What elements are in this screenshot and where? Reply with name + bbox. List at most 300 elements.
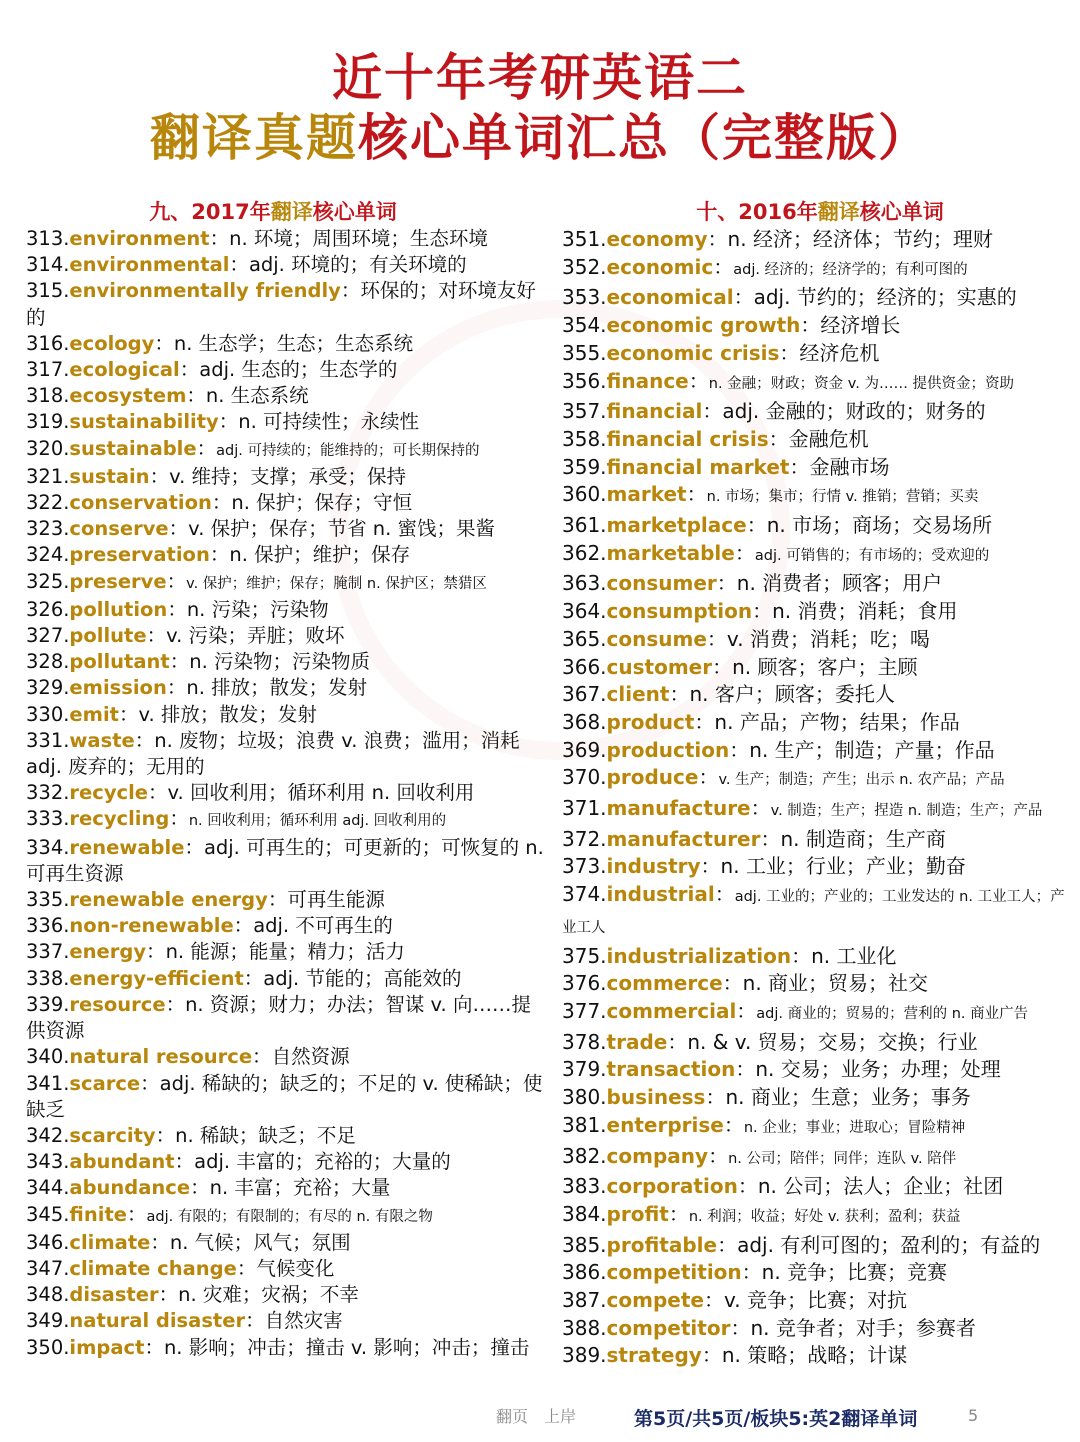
entry-number: 340. (26, 1045, 70, 1069)
entry-number: 336. (26, 914, 70, 938)
entry-word: ecological (69, 358, 180, 382)
entry-definition: adj. 工业的；产业的；工业发达的 n. 工业工人；产业工人 (562, 889, 1065, 936)
entry-definition: n. 生态系统 (205, 384, 309, 408)
vocab-entry: 328.pollutant：n. 污染物；污染物质 (26, 650, 370, 674)
vocab-entry: 383.corporation：n. 公司；法人；企业；社团 (562, 1174, 1004, 1199)
vocab-entry: 326.pollution：n. 污染；污染物 (26, 597, 329, 621)
entry-word: commercial (606, 998, 737, 1023)
entry-word: finite (69, 1202, 127, 1226)
entry-number: 343. (26, 1150, 70, 1174)
entry-word: abundance (69, 1176, 191, 1200)
entry-number: 324. (26, 543, 70, 567)
entry-number: 328. (26, 650, 70, 674)
entry-word: consume (606, 626, 707, 651)
entry-definition: n. 交易；业务；办理；处理 (755, 1057, 1001, 1082)
entry-definition: adj. 有限的；有限制的；有尽的 n. 有限之物 (146, 1208, 433, 1225)
entry-definition: adj. 金融的；财政的；财务的 (722, 399, 986, 424)
entry-definition: v. 维持；支撑；承受；保持 (169, 464, 407, 488)
vocab-entry: 366.customer：n. 顾客；客户；主顾 (562, 654, 918, 679)
entry-number: 371. (562, 796, 607, 821)
entry-word: industrialization (606, 943, 792, 968)
entry-word: consumption (606, 599, 753, 624)
entry-word: sustainable (69, 436, 197, 460)
entry-word: impact (69, 1335, 145, 1359)
entry-number: 364. (562, 599, 607, 624)
entry-number: 317. (26, 358, 70, 382)
entry-number: 313. (26, 227, 70, 250)
entry-word: ecology (69, 331, 155, 355)
entry-definition: v. 保护；维护；保存；腌制 n. 保护区；禁猎区 (186, 575, 487, 592)
entry-word: consumer (606, 571, 717, 596)
entry-number: 341. (26, 1071, 70, 1095)
vocab-entry: 381.enterprise：n. 企业；事业；进取心；冒险精神 (562, 1112, 966, 1137)
entry-word: economic growth (606, 313, 801, 338)
heading-suffix: 核心单词 (859, 200, 944, 224)
entry-word: emit (69, 702, 119, 726)
vocab-entry: 346.climate：n. 气候；风气；氛围 (26, 1230, 351, 1254)
entry-definition: v. 竞争；比赛；对抗 (723, 1288, 907, 1313)
vocab-entry: 378.trade：n. & v. 贸易；交易；交换；行业 (562, 1029, 978, 1054)
entry-definition: n. 产品；产物；结果；作品 (714, 709, 960, 734)
entry-number: 375. (562, 943, 607, 968)
vocab-entry: 359.financial market：金融市场 (562, 454, 890, 479)
vocab-entry: 319.sustainability：n. 可持续性；永续性 (26, 410, 420, 434)
entry-word: natural disaster (69, 1309, 246, 1333)
entry-definition: adj. 节约的；经济的；实惠的 (753, 285, 1017, 310)
entry-definition: adj. 不可再生的 (253, 914, 393, 938)
entry-word: scarcity (69, 1123, 156, 1147)
entry-definition: n. 客户；顾客；委托人 (689, 682, 895, 707)
entry-definition: 自然资源 (271, 1045, 350, 1069)
entry-word: marketable (606, 540, 735, 565)
vocab-entry: 384.profit：n. 利润；收益；好处 v. 获利；盈利；获益 (562, 1201, 961, 1226)
entry-definition: adj. 丰富的；充裕的；大量的 (194, 1150, 451, 1174)
vocab-entry: 371.manufacture：v. 制造；生产；捏造 n. 制造；生产；产品 (562, 796, 1043, 821)
heading-highlight: 翻译 (270, 200, 313, 224)
vocab-entry: 363.consumer：n. 消费者；顾客；用户 (562, 571, 943, 596)
vocab-entry: 379.transaction：n. 交易；业务；办理；处理 (562, 1057, 1001, 1082)
entry-word: preserve (69, 569, 167, 593)
entry-definition: n. 竞争者；对手；参赛者 (750, 1315, 976, 1340)
vocab-entry: 357.financial：adj. 金融的；财政的；财务的 (562, 399, 986, 424)
vocab-entry: 330.emit：v. 排放；散发；发射 (26, 702, 317, 726)
vocab-entry: 316.ecology：n. 生态学；生态；生态系统 (26, 331, 414, 355)
entry-number: 322. (26, 491, 70, 515)
entry-number: 339. (26, 992, 70, 1016)
entry-definition: 经济增长 (820, 313, 901, 338)
vocab-entry: 317.ecological：adj. 生态的；生态学的 (26, 358, 398, 382)
entry-definition: n. 制造商；生产商 (780, 826, 946, 851)
vocab-entry: 314.environmental：adj. 环境的；有关环境的 (26, 253, 467, 277)
title-rest: 核心单词汇总（完整版） (358, 109, 930, 167)
entry-word: profitable (606, 1232, 718, 1257)
vocab-entry: 372.manufacturer：n. 制造商；生产商 (562, 826, 946, 851)
entry-definition: adj. 稀缺的；缺乏的；不足的 v. 使稀缺；使缺乏 (26, 1071, 543, 1121)
vocab-entry: 324.preservation：n. 保护；维护；保存 (26, 543, 411, 567)
entry-number: 350. (26, 1335, 70, 1359)
vocab-entry: 388.competitor：n. 竞争者；对手；参赛者 (562, 1315, 976, 1340)
entry-word: marketplace (606, 513, 747, 538)
entry-definition: n. 生产；制造；产量；作品 (749, 737, 995, 762)
entry-definition: 环保的；对环境友好的 (26, 279, 536, 329)
entry-number: 347. (26, 1256, 70, 1280)
vocab-entry: 347.climate change：气候变化 (26, 1256, 335, 1280)
heading-suffix: 核心单词 (312, 200, 397, 224)
entry-number: 323. (26, 517, 70, 541)
heading-year: 十、2016年 (696, 200, 818, 224)
entry-number: 357. (562, 399, 607, 424)
entry-word: manufacture (606, 796, 751, 821)
entry-definition: v. 消费；消耗；吃；喝 (726, 626, 930, 651)
vocab-entry: 344.abundance：n. 丰富；充裕；大量 (26, 1176, 391, 1200)
entry-number: 360. (562, 482, 607, 507)
entry-word: economy (606, 227, 708, 251)
entry-definition: n. 经济；经济体；节约；理财 (727, 227, 993, 251)
entry-word: produce (606, 765, 699, 790)
vocab-entry: 351.economy：n. 经济；经济体；节约；理财 (562, 227, 993, 251)
entry-definition: n. 金融；财政；资金 v. 为…… 提供资金；资助 (708, 375, 1015, 392)
entry-definition: n. 消费者；顾客；用户 (736, 571, 943, 596)
entry-number: 325. (26, 569, 70, 593)
entry-word: market (606, 482, 687, 507)
entry-number: 330. (26, 702, 70, 726)
entry-number: 367. (562, 682, 607, 707)
entry-definition: v. 保护；保存；节省 n. 蜜饯；果酱 (188, 517, 496, 541)
entry-word: business (606, 1085, 706, 1110)
entry-number: 386. (562, 1260, 607, 1285)
entry-number: 385. (562, 1232, 607, 1257)
entry-definition: n. 商业；生意；业务；事务 (725, 1085, 971, 1110)
vocab-entry: 345.finite：adj. 有限的；有限制的；有尽的 n. 有限之物 (26, 1202, 433, 1226)
entry-definition: v. 污染；弄脏；败坏 (166, 624, 345, 648)
vocab-entry: 318.ecosystem：n. 生态系统 (26, 384, 309, 408)
entry-definition: n. 气候；风气；氛围 (169, 1230, 351, 1254)
entry-word: product (606, 709, 695, 734)
entry-word: environmentally friendly (69, 279, 341, 303)
entry-word: company (606, 1143, 709, 1168)
entry-word: climate change (69, 1256, 237, 1280)
footer-page-turn[interactable]: 翻页 上岸 (496, 1407, 577, 1426)
entry-definition: v. 制造；生产；捏造 n. 制造；生产；产品 (770, 803, 1043, 820)
entry-definition: adj. 可持续的；能维持的；可长期保持的 (216, 442, 480, 459)
vocab-entry: 334.renewable：adj. 可再生的；可更新的；可恢复的 n. 可再生资源 (26, 835, 544, 885)
entry-definition: adj. 商业的；贸易的；营利的 n. 商业广告 (756, 1005, 1029, 1022)
entry-word: customer (606, 654, 713, 679)
entry-definition: n. 工业化 (811, 943, 897, 968)
entry-number: 337. (26, 940, 70, 964)
right-column (562, 198, 1078, 1370)
entry-word: renewable energy (69, 888, 268, 912)
entry-number: 369. (562, 737, 607, 762)
entry-definition: n. 利润；收益；好处 v. 获利；盈利；获益 (688, 1208, 961, 1225)
entry-definition: n. 灾难；灾祸；不幸 (178, 1283, 359, 1307)
entry-number: 361. (562, 513, 607, 538)
entry-number: 315. (26, 279, 70, 303)
entry-word: waste (69, 728, 135, 752)
vocab-entry: 374.industrial：adj. 工业的；产业的；工业发达的 n. 工业工人；产业工人 (562, 882, 1065, 936)
vocab-entry: 386.competition：n. 竞争；比赛；竞赛 (562, 1260, 948, 1285)
vocab-entry: 341.scarce：adj. 稀缺的；缺乏的；不足的 v. 使稀缺；使缺乏 (26, 1071, 543, 1121)
entry-word: client (606, 682, 670, 707)
vocab-entry: 343.abundant：adj. 丰富的；充裕的；大量的 (26, 1150, 451, 1174)
title-highlight: 翻译真题 (150, 109, 358, 167)
entry-definition: adj. 可再生的；可更新的；可恢复的 n. 可再生资源 (26, 835, 544, 885)
entry-definition: n. 商业；贸易；社交 (742, 971, 929, 996)
entry-word: pollutant (69, 650, 170, 674)
entry-word: non-renewable (69, 914, 234, 938)
entry-number: 370. (562, 765, 607, 790)
entry-number: 384. (562, 1201, 607, 1226)
entry-definition: 可再生能源 (287, 888, 385, 912)
entry-number: 353. (562, 285, 607, 310)
entry-definition: adj. 节能的；高能效的 (263, 966, 462, 990)
entry-word: pollute (69, 624, 147, 648)
section-heading-2017 (0, 198, 546, 226)
entry-number: 327. (26, 624, 70, 648)
entry-number: 365. (562, 626, 607, 651)
vocab-entry: 368.product：n. 产品；产物；结果；作品 (562, 709, 960, 734)
vocab-entry: 338.energy-efficient：adj. 节能的；高能效的 (26, 966, 462, 990)
entry-number: 346. (26, 1230, 70, 1254)
entry-definition: n. 企业；事业；进取心；冒险精神 (743, 1119, 966, 1136)
entry-word: corporation (606, 1174, 738, 1199)
vocab-entry: 355.economic crisis：经济危机 (562, 340, 880, 365)
entry-number: 381. (562, 1112, 607, 1137)
entry-word: economic crisis (606, 340, 780, 365)
entry-number: 378. (562, 1029, 607, 1054)
entry-definition: n. 策略；战略；计谋 (721, 1343, 908, 1368)
entry-definition: n. 竞争；比赛；竞赛 (761, 1260, 948, 1285)
vocab-entry: 370.produce：v. 生产；制造；产生；出示 n. 农产品；产品 (562, 765, 1005, 790)
entry-word: manufacturer (606, 826, 761, 851)
vocab-entry: 389.strategy：n. 策略；战略；计谋 (562, 1343, 908, 1368)
vocab-entry: 327.pollute：v. 污染；弄脏；败坏 (26, 624, 345, 648)
entry-number: 382. (562, 1143, 607, 1168)
entry-number: 329. (26, 676, 70, 700)
entry-number: 334. (26, 835, 70, 859)
entry-word: conservation (69, 491, 212, 515)
entry-word: competitor (606, 1315, 731, 1340)
entry-word: ecosystem (69, 384, 187, 408)
vocab-entry: 369.production：n. 生产；制造；产量；作品 (562, 737, 995, 762)
entry-definition: n. 回收利用；循环利用 adj. 回收利用的 (188, 813, 447, 830)
entry-number: 359. (562, 454, 607, 479)
entry-word: financial market (606, 454, 790, 479)
entry-definition: n. 工业；行业；产业；勤奋 (720, 854, 966, 879)
entry-definition: n. 影响；冲击；撞击 v. 影响；冲击；撞击 (163, 1335, 530, 1359)
entry-word: climate (69, 1230, 151, 1254)
entry-number: 352. (562, 254, 607, 279)
entry-word: trade (606, 1029, 668, 1054)
entry-number: 374. (562, 882, 607, 907)
entry-definition: n. 废物；垃圾；浪费 v. 浪费；滥用；消耗 adj. 废弃的；无用的 (26, 728, 520, 779)
vocab-entry: 358.financial crisis：金融危机 (562, 426, 869, 451)
entry-definition: n. 消费；消耗；食用 (772, 599, 958, 624)
entry-definition: n. 市场；商场；交易场所 (766, 513, 993, 538)
entry-number: 318. (26, 384, 70, 408)
entry-number: 363. (562, 571, 607, 596)
entry-number: 362. (562, 540, 607, 565)
vocab-entry: 340.natural resource：自然资源 (26, 1045, 350, 1069)
vocab-entry: 385.profitable：adj. 有利可图的；盈利的；有益的 (562, 1232, 1041, 1257)
entry-number: 356. (562, 368, 607, 393)
vocab-entry: 382.company：n. 公司；陪伴；同伴；连队 v. 陪伴 (562, 1143, 957, 1168)
entry-word: production (606, 737, 730, 762)
entry-definition: adj. 环境的；有关环境的 (248, 253, 467, 277)
entry-number: 333. (26, 807, 70, 831)
entry-definition: n. 顾客；客户；主顾 (732, 654, 918, 679)
entry-number: 316. (26, 331, 70, 355)
heading-highlight: 翻译 (817, 200, 860, 224)
heading-year: 九、2017年 (149, 200, 271, 224)
entry-definition: 气候变化 (256, 1256, 335, 1280)
vocab-entry: 356.finance：n. 金融；财政；资金 v. 为…… 提供资金；资助 (562, 368, 1015, 393)
entry-number: 326. (26, 597, 70, 621)
vocab-entry: 349.natural disaster：自然灾害 (26, 1309, 343, 1333)
section-heading-2016 (562, 198, 1078, 226)
entry-definition: v. 生产；制造；产生；出示 n. 农产品；产品 (718, 772, 1005, 789)
vocab-entry: 333.recycling：n. 回收利用；循环利用 adj. 回收利用的 (26, 807, 447, 831)
entry-definition: n. 保护；维护；保存 (229, 543, 411, 567)
entry-word: preservation (69, 543, 210, 567)
vocab-entry: 352.economic：adj. 经济的；经济学的；有利可图的 (562, 254, 968, 279)
entry-definition: 金融市场 (809, 454, 890, 479)
vocab-entry: 322.conservation：n. 保护；保存；守恒 (26, 491, 413, 515)
footer-page-info: 第5页/共5页/板块5:英2翻译单词 (634, 1408, 918, 1430)
entry-number: 345. (26, 1202, 70, 1226)
vocab-entry: 321.sustain：v. 维持；支撑；承受；保持 (26, 464, 407, 488)
vocab-entry: 361.marketplace：n. 市场；商场；交易场所 (562, 513, 993, 538)
vocab-entry: 315.environmentally friendly：环保的；对环境友好的 (26, 279, 536, 329)
entry-word: sustain (69, 464, 150, 488)
page-title-line2 (0, 98, 1080, 170)
entry-word: energy-efficient (69, 966, 244, 990)
entry-definition: n. 污染物；污染物质 (189, 650, 370, 674)
vocab-list-2017 (26, 226, 546, 1361)
page-footer (0, 1404, 1080, 1434)
entry-number: 344. (26, 1176, 70, 1200)
entry-number: 373. (562, 854, 607, 879)
entry-definition: n. 保护；保存；守恒 (231, 491, 413, 515)
left-column (26, 198, 546, 1361)
entry-number: 380. (562, 1085, 607, 1110)
entry-definition: n. 资源；财力；办法；智谋 v. 向……提供资源 (26, 992, 531, 1043)
entry-word: sustainability (69, 410, 219, 434)
vocab-entry: 387.compete：v. 竞争；比赛；对抗 (562, 1288, 907, 1313)
vocab-entry: 320.sustainable：adj. 可持续的；能维持的；可长期保持的 (26, 436, 480, 460)
vocab-entry: 365.consume：v. 消费；消耗；吃；喝 (562, 626, 930, 651)
entry-definition: v. 排放；散发；发射 (138, 702, 317, 726)
entry-word: finance (606, 368, 689, 393)
entry-definition: 自然灾害 (264, 1309, 343, 1333)
entry-word: competition (606, 1260, 742, 1285)
entry-number: 331. (26, 728, 70, 752)
entry-definition: n. 丰富；充裕；大量 (209, 1176, 391, 1200)
entry-number: 332. (26, 781, 70, 805)
entry-definition: n. 公司；陪伴；同伴；连队 v. 陪伴 (728, 1150, 957, 1167)
entry-number: 321. (26, 464, 70, 488)
entry-word: compete (606, 1288, 704, 1313)
entry-number: 320. (26, 436, 70, 460)
entry-word: financial (606, 399, 703, 424)
entry-word: environment (69, 227, 210, 250)
entry-definition: 经济危机 (799, 340, 880, 365)
entry-number: 389. (562, 1343, 607, 1368)
entry-word: recycle (69, 781, 149, 805)
entry-definition: adj. 可销售的；有市场的；受欢迎的 (754, 547, 990, 564)
vocab-list-2016 (562, 226, 1078, 1370)
entry-definition: n. 能源；能量；精力；活力 (165, 940, 405, 964)
vocab-entry: 337.energy：n. 能源；能量；精力；活力 (26, 940, 405, 964)
entry-definition: n. 稀缺；缺乏；不足 (175, 1123, 356, 1147)
entry-word: industry (606, 854, 701, 879)
entry-word: transaction (606, 1057, 736, 1082)
entry-definition: 金融危机 (788, 426, 869, 451)
vocab-entry: 332.recycle：v. 回收利用；循环利用 n. 回收利用 (26, 781, 475, 805)
entry-number: 377. (562, 998, 607, 1023)
entry-definition: adj. 经济的；经济学的；有利可图的 (733, 261, 968, 278)
entry-word: pollution (69, 597, 168, 621)
vocab-entry: 375.industrialization：n. 工业化 (562, 943, 897, 968)
entry-definition: adj. 生态的；生态学的 (199, 358, 398, 382)
entry-number: 366. (562, 654, 607, 679)
entry-number: 319. (26, 410, 70, 434)
entry-word: strategy (606, 1343, 702, 1368)
entry-number: 387. (562, 1288, 607, 1313)
vocab-entry: 380.business：n. 商业；生意；业务；事务 (562, 1085, 971, 1110)
entry-number: 383. (562, 1174, 607, 1199)
entry-word: profit (606, 1201, 669, 1226)
entry-word: financial crisis (606, 426, 769, 451)
entry-number: 349. (26, 1309, 70, 1333)
entry-number: 314. (26, 253, 70, 277)
entry-number: 348. (26, 1283, 70, 1307)
entry-definition: n. 排放；散发；发射 (186, 676, 368, 700)
vocab-entry: 377.commercial：adj. 商业的；贸易的；营利的 n. 商业广告 (562, 998, 1029, 1023)
entry-word: energy (69, 940, 147, 964)
entry-number: 379. (562, 1057, 607, 1082)
entry-definition: n. 环境；周围环境；生态环境 (229, 227, 488, 250)
entry-word: enterprise (606, 1112, 724, 1137)
entry-definition: n. & v. 贸易；交易；交换；行业 (687, 1029, 978, 1054)
entry-number: 358. (562, 426, 607, 451)
entry-word: natural resource (69, 1045, 253, 1069)
entry-definition: v. 回收利用；循环利用 n. 回收利用 (167, 781, 475, 805)
vocab-entry: 329.emission：n. 排放；散发；发射 (26, 676, 368, 700)
vocab-entry: 360.market：n. 市场；集市；行情 v. 推销；营销；买卖 (562, 482, 979, 507)
entry-word: environmental (69, 253, 230, 277)
entry-word: conserve (69, 517, 169, 541)
entry-definition: n. 可持续性；永续性 (238, 410, 420, 434)
entry-number: 354. (562, 313, 607, 338)
entry-number: 338. (26, 966, 70, 990)
entry-word: resource (69, 992, 166, 1016)
vocab-entry: 339.resource：n. 资源；财力；办法；智谋 v. 向……提供资源 (26, 992, 531, 1043)
footer-page-number: 5 (968, 1406, 979, 1425)
vocab-entry: 350.impact：n. 影响；冲击；撞击 v. 影响；冲击；撞击 (26, 1335, 530, 1359)
entry-word: economical (606, 285, 734, 310)
entry-word: commerce (606, 971, 723, 996)
entry-definition: n. 污染；污染物 (186, 597, 329, 621)
entry-number: 372. (562, 826, 607, 851)
vocab-entry: 336.non-renewable：adj. 不可再生的 (26, 914, 393, 938)
entry-word: economic (606, 254, 714, 279)
entry-word: industrial (606, 882, 715, 907)
vocab-entry: 353.economical：adj. 节约的；经济的；实惠的 (562, 285, 1017, 310)
vocab-entry: 325.preserve：v. 保护；维护；保存；腌制 n. 保护区；禁猎区 (26, 569, 487, 593)
entry-word: abundant (69, 1150, 175, 1174)
entry-word: disaster (69, 1283, 159, 1307)
